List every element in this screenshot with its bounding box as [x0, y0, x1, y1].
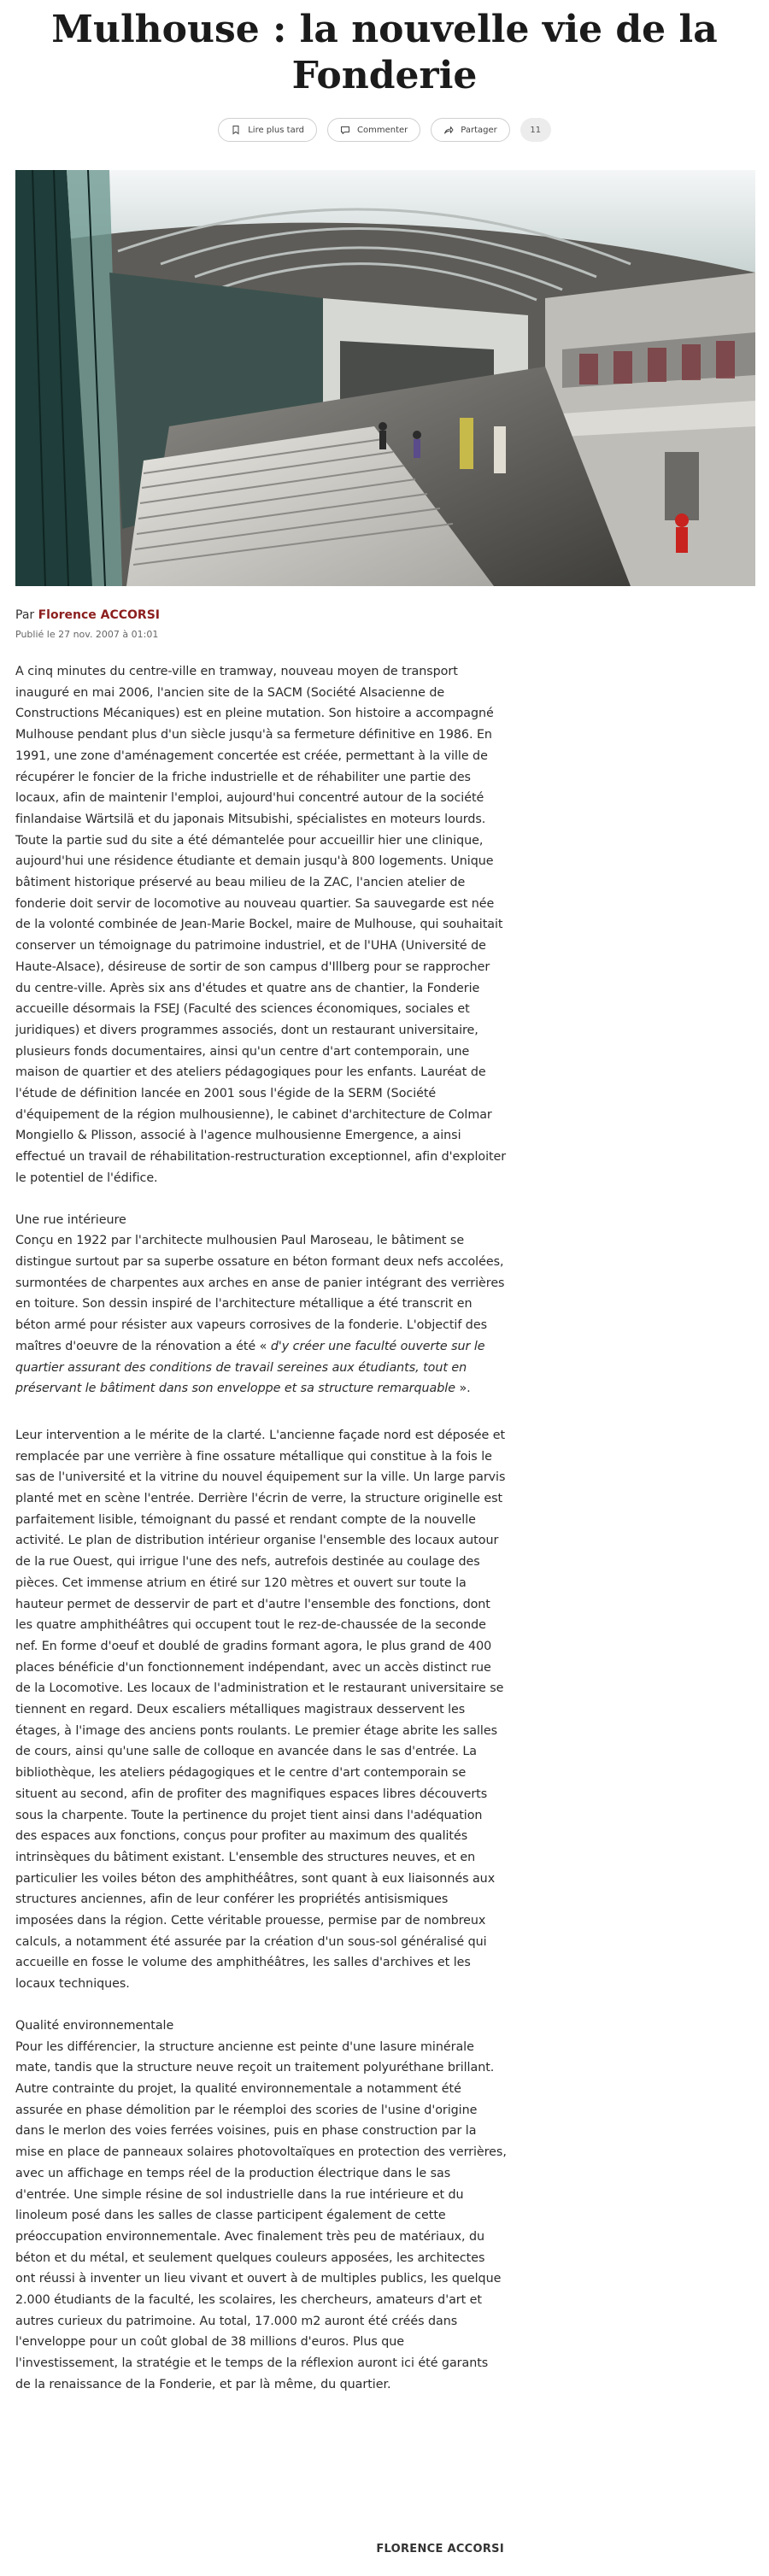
read-later-label: Lire plus tard — [248, 125, 304, 135]
paragraph-4: Pour les différencier, la structure ancienne est peinte d'une lasure minérale mate, tandis que la structure neuve reçoit un traitement polyuréthane brillant. Autre contrainte du projet, la qualité environnementale a notamment été assurée en phase démolition par le réemploi des scories de l'usine d'origine dans le merlon des voies ferrées voisines, puis en phase construction par la mise en place de panneaux solaires photovoltaïques en protection des verrières, avec un affichage en temps réel de la production électrique dans le sas d'entrée. Une simple résine de sol industrielle dans la rue intérieure et du linoleum posé dans les salles de classe participent également de cette préoccupation environnementale. Avec finalement très peu de matériaux, du béton et du métal, et seulement quelques couleurs apposées, les architectes ont réussi à inventer un lieu vivant et ouvert à de multiples publics, les quelque 2.000 étudiants de la faculté, les scolaires, les chercheurs, amateurs d'art et autres curieux du patrimoine. Au total, 17.000 m2 auront été créés dans l'enveloppe pour un coût global de 38 millions d'euros. Plus que l'investissement, la stratégie et le temps de la réflexion auront ici été garants de la renaissance de la Fonderie, et par là même, du quartier. — [15, 2039, 507, 2391]
share-arrow-icon — [443, 125, 454, 135]
hero-image — [15, 170, 755, 586]
byline-prefix: Par — [15, 608, 35, 622]
paragraph-2 — [15, 1230, 507, 1399]
byline — [15, 608, 160, 622]
share-label: Partager — [461, 125, 497, 135]
bookmark-icon — [231, 125, 241, 135]
article-title-line-2: Fonderie — [291, 54, 478, 97]
paragraph-2-quote: d'y créer une faculté ouverte sur le quartier assurant des conditions de travail sereines aux étudiants, tout en préservant le bâtiment dans son enveloppe et sa structure remarquable — [15, 1339, 485, 1396]
subheading-qualite-environnementale: Qualité environnementale — [15, 2018, 174, 2033]
paragraph-1: A cinq minutes du centre-ville en tramway, nouveau moyen de transport inauguré en mai 2006, l'ancien site de la SACM (Société Alsacienne de Constructions Mécaniques) est en pleine mutation. Son histoire a accompagné Mulhouse pendant plus d'un siècle jusqu'à sa fermeture définitive en 1986. En 1991, une zone d'aménagement concertée est créée, permettant à la ville de récupérer le foncier de la friche industrielle et de réhabiliter une partie des locaux, afin de maintenir l'emploi, aujourd'hui concentré autour de la société finlandaise Wärtsilä et du japonais Mitsubishi, spécialistes en moteurs lourds. Toute la partie sud du site a été démantelée pour accueillir hier une clinique, aujourd'hui une résidence étudiante et demain jusqu'à 800 logements. Unique bâtiment historique préservé au beau milieu de la ZAC, l'ancien atelier de fonderie doit servir de locomotive au nouveau quartier. Sa sauvegarde est née de la volonté combinée de Jean-Marie Bockel, maire de Mulhouse, qui souhaitait conserver un témoignage du patrimoine industriel, et de l'UHA (Université de Haute-Alsace), désireuse de sortir de son campus d'Illberg pour se rapprocher du centre-ville. Après six ans d'études et quatre ans de chantier, la Fonderie accueille désormais la FSEJ (Faculté des sciences économiques, sociales et juridiques) et divers programmes associés, dont un restaurant universitaire, plusieurs fonds documentaires, ainsi qu'un centre d'art contemporain, une maison de quartier et des ateliers pédagogiques pour les enfants. Lauréat de l'étude de définition lancée en 2001 sous l'égide de la SERM (Société d'équipement de la région mulhousienne), le cabinet d'architecture de Colmar Mongiello & Plisson, associé à l'agence mulhousienne Emergence, a ainsi effectué un travail de réhabilitation-restructuration exceptionnel, afin d'exploiter le potentiel de l'édifice. — [15, 665, 507, 1185]
fonderie-atrium-photo — [15, 170, 755, 586]
article-body — [15, 661, 507, 2396]
paragraph-2-text: Conçu en 1922 par l'architecte mulhousien Paul Maroseau, le bâtiment se distingue surtout par sa superbe ossature en béton formant deux nefs accolées, surmontées de charpentes aux arches en anse de panier intégrant des verrières en toiture. Son dessin inspiré de l'architecture métallique a été transcrit en béton armé pour résister aux vapeurs corrosives de la fonderie. L'objectif des maîtres d'oeuvre de la rénovation a été « — [15, 1234, 505, 1353]
paragraph-3: Leur intervention a le mérite de la clarté. L'ancienne façade nord est déposée et remplacée par une verrière à fine ossature métallique qui constitue à la fois le sas de l'université et la vitrine du nouvel équipement sur la ville. Un large parvis planté met en scène l'entrée. Derrière l'écrin de verre, la structure originelle est parfaitement lisible, témoignant du passé et rendant compte de la nouvelle activité. Le plan de distribution intérieur organise l'ensemble des locaux autour de la rue Ouest, qui irrigue l'une des nefs, autrefois destinée au coulage des pièces. Cet immense atrium en étiré sur 120 mètres et ouvert sur toute la hauteur permet de desservir de part et d'autre l'ensemble des fonctions, dont les quatre amphithéâtres qui occupent tout le rez-de-chaussée de la seconde nef. En forme d'oeuf et doublé de gradins formant agora, le plus grand de 400 places bénéficie d'un fonctionnement indépendant, avec un accès distinct rue de la Locomotive. Les locaux de l'administration et le restaurant universitaire se tiennent en regard. Deux escaliers métalliques magistraux desservent les étages, à l'image des anciens ponts roulants. Le premier étage abrite les salles de cours, ainsi qu'une salle de colloque en avancée dans le sas d'entrée. La bibliothèque, les ateliers pédagogiques et le centre d'art contemporain se situent au second, afin de profiter des magnifiques espaces libres découverts sous la charpente. Toute la pertinence du projet tient ainsi dans l'adéquation des espaces aux fonctions, conçus pour profiter au maximum des qualités intrinsèques du bâtiment existant. L'ensemble des structures neuves, et en particulier les voiles béton des amphithéâtres, sont quant à eux liaisonnés aux structures anciennes, afin de leur conférer les propriétés antisismiques imposées dans la région. Cette véritable prouesse, permise par de nombreux calculs, a notamment été assurée par la création d'un sous-sol généralisé qui accueille en fosse le volume des amphithéâtres, les salles d'archives et les locaux techniques. — [15, 1428, 506, 1992]
speech-bubble-icon — [340, 125, 350, 135]
publication-date: Publié le 27 nov. 2007 à 01:01 — [15, 629, 159, 640]
comment-button[interactable] — [327, 118, 420, 142]
comment-label: Commenter — [357, 125, 408, 135]
subheading-rue-interieure: Une rue intérieure — [15, 1212, 126, 1227]
comment-count-badge[interactable]: 11 — [520, 118, 551, 142]
article-title — [17, 7, 752, 99]
share-button[interactable] — [431, 118, 509, 142]
author-signature: FLORENCE ACCORSI — [376, 2543, 504, 2555]
article-actions — [0, 118, 769, 142]
article-title-line-1: Mulhouse : la nouvelle vie de la — [51, 8, 718, 51]
read-later-button[interactable] — [218, 118, 317, 142]
paragraph-2-end: ». — [455, 1382, 471, 1396]
author-link[interactable]: Florence ACCORSI — [38, 608, 160, 622]
